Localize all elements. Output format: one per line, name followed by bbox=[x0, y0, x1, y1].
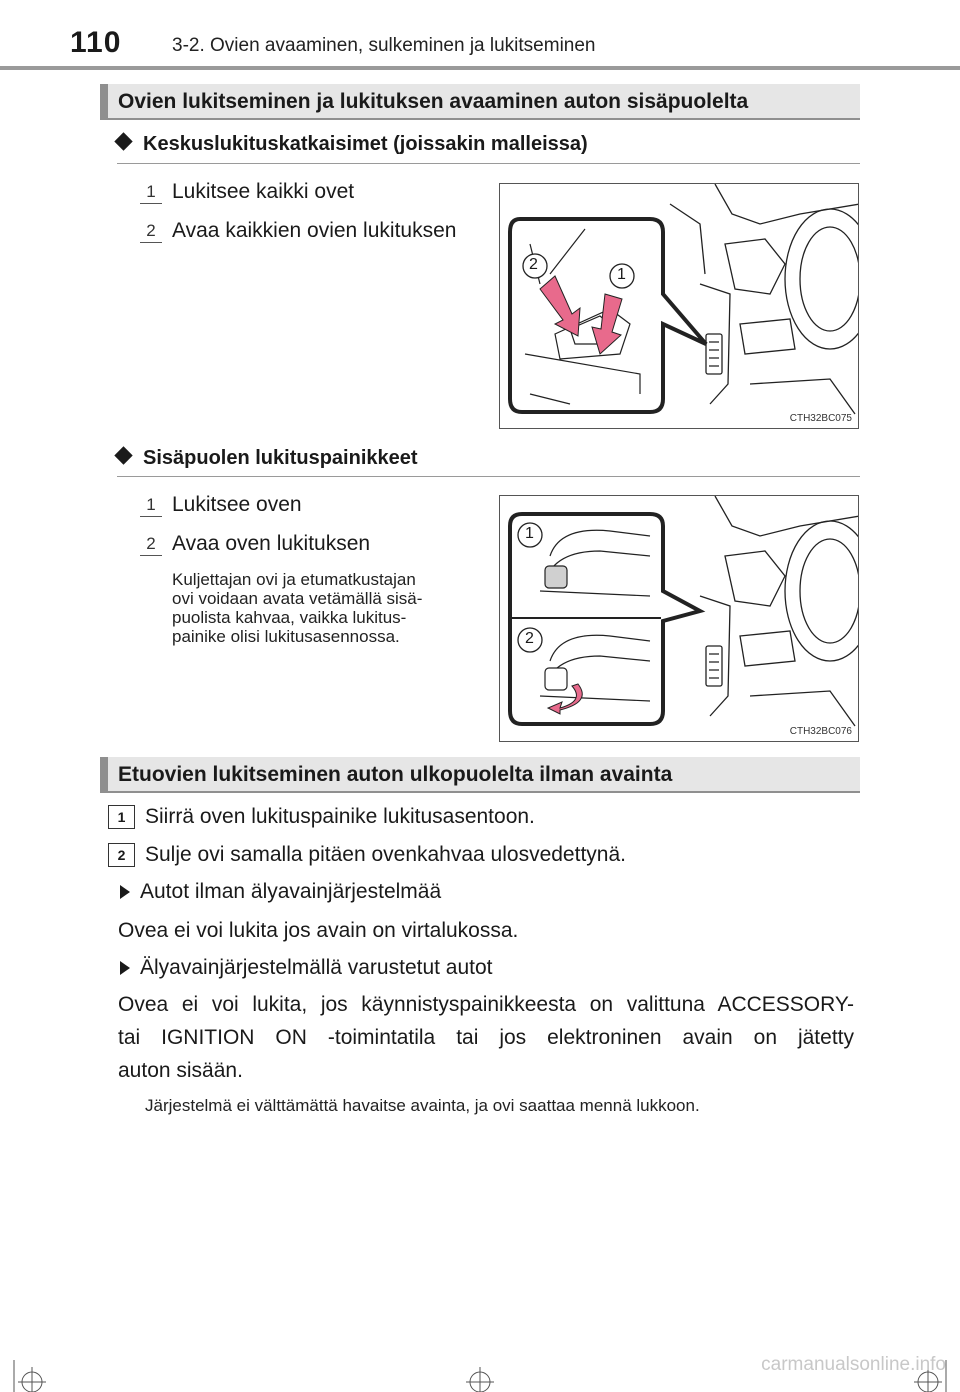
diamond-bullet-icon bbox=[114, 132, 132, 150]
note-line: puolista kahvaa, vaikka lukitus- bbox=[172, 608, 407, 627]
header-divider bbox=[0, 66, 960, 70]
triangle-bullet-icon bbox=[120, 885, 130, 899]
item-text: Lukitsee oven bbox=[172, 493, 302, 516]
section-accent bbox=[100, 84, 108, 118]
figure-code: CTH32BC075 bbox=[789, 413, 852, 424]
note-text: Järjestelmä ei välttämättä havaitse avainta, ja ovi saattaa mennä lukkoon. bbox=[145, 1096, 700, 1115]
case-paragraph bbox=[118, 988, 854, 1087]
step-text: Siirrä oven lukituspainike lukitusasentoon. bbox=[145, 805, 535, 828]
step-text: Sulje ovi samalla pitäen ovenkahvaa ulosvedettynä. bbox=[145, 843, 626, 866]
item-number-badge: 2 bbox=[140, 219, 162, 243]
item-number-badge: 1 bbox=[140, 493, 162, 517]
section-heading-inside-locking bbox=[100, 84, 860, 120]
section-title: Ovien lukitseminen ja lukituksen avaaminen auton sisäpuolelta bbox=[118, 90, 749, 113]
figure-code: CTH32BC076 bbox=[789, 726, 852, 737]
step-number-box: 1 bbox=[108, 805, 135, 829]
subheading-divider bbox=[117, 163, 860, 164]
item-number-badge: 1 bbox=[140, 180, 162, 204]
case-label-text: Älyavainjärjestelmällä varustetut autot bbox=[140, 956, 493, 979]
note-paragraph bbox=[172, 570, 480, 646]
case-label-smart-key bbox=[120, 956, 493, 980]
diamond-bullet-icon bbox=[114, 446, 132, 464]
case-label-text: Autot ilman älyavainjärjestelmää bbox=[140, 880, 442, 903]
watermark: carmanualsonline.info bbox=[761, 1354, 946, 1375]
callout-1: 1 bbox=[525, 525, 534, 542]
section-accent bbox=[100, 757, 108, 791]
paragraph-line: tai IGNITION ON -toimintatila tai jos elektroninen avain on jätetty bbox=[118, 1026, 854, 1049]
item-text: Avaa kaikkien ovien lukituksen bbox=[172, 219, 457, 242]
illustration-door-lock bbox=[500, 496, 859, 742]
section-title: Etuovien lukitseminen auton ulkopuolelta ilman avainta bbox=[118, 763, 673, 786]
figure-inside-lock-button bbox=[499, 495, 859, 742]
item-text: Lukitsee kaikki ovet bbox=[172, 180, 355, 203]
case-label-no-smart-key bbox=[120, 880, 441, 904]
note-line: Kuljettajan ovi ja etumatkustajan bbox=[172, 570, 416, 589]
paragraph-line: Ovea ei voi lukita, jos käynnistyspainikkeesta on valittuna ACCESSORY- bbox=[118, 993, 854, 1016]
page-number: 110 bbox=[70, 26, 122, 59]
step-number-box: 2 bbox=[108, 843, 135, 867]
callout-2: 2 bbox=[529, 256, 538, 273]
chapter-title: 3-2. Ovien avaaminen, sulkeminen ja lukitseminen bbox=[172, 35, 596, 56]
illustration-dashboard-switch bbox=[500, 184, 859, 429]
callout-1: 1 bbox=[617, 266, 626, 283]
subheading-text: Sisäpuolen lukituspainikkeet bbox=[143, 447, 418, 469]
item-number-badge: 2 bbox=[140, 532, 162, 556]
note-line: painike olisi lukitusasennossa. bbox=[172, 627, 400, 646]
note-line: ovi voidaan avata vetämällä sisä- bbox=[172, 589, 423, 608]
figure-central-lock-switch bbox=[499, 183, 859, 429]
callout-2: 2 bbox=[525, 630, 534, 647]
subheading-divider bbox=[117, 476, 860, 477]
subheading-inside-lock-buttons bbox=[117, 447, 418, 470]
section-heading-outside-locking bbox=[100, 757, 860, 793]
item-text: Avaa oven lukituksen bbox=[172, 532, 371, 555]
case-text: Ovea ei voi lukita jos avain on virtalukossa. bbox=[118, 919, 519, 942]
paragraph-line: auton sisään. bbox=[118, 1059, 243, 1082]
triangle-bullet-icon bbox=[120, 961, 130, 975]
subheading-central-lock-switches bbox=[117, 133, 588, 156]
subheading-text: Keskuslukituskatkaisimet (joissakin malleissa) bbox=[143, 133, 588, 155]
